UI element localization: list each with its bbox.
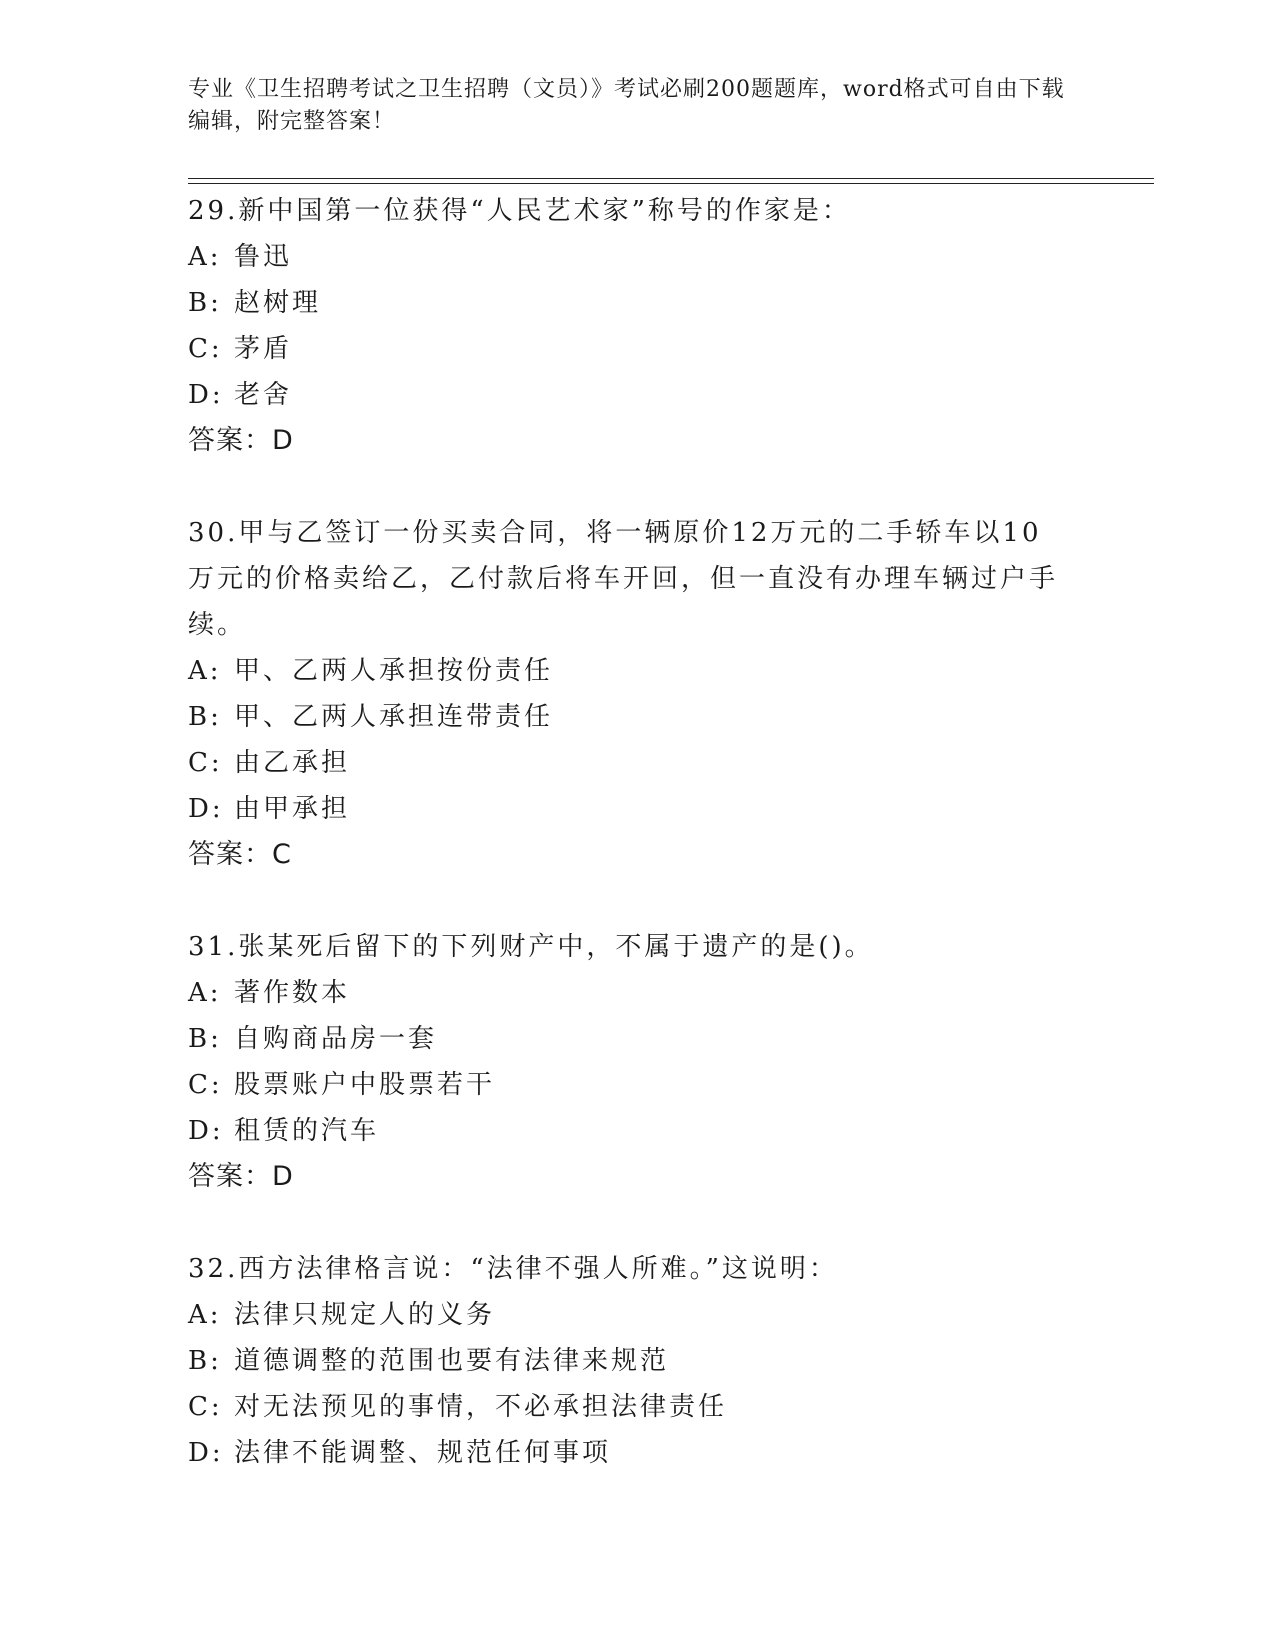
question-29 (188, 188, 1068, 464)
answer-line: 答案：D (188, 1161, 294, 1192)
option-key: C: (188, 1392, 223, 1422)
question-list (188, 188, 1068, 1522)
option-text: 老舍 (234, 380, 293, 410)
question-stem: 29.新中国第一位获得“人民艺术家”称号的作家是： (188, 196, 851, 226)
option-key: B: (188, 1346, 222, 1376)
option-key: A: (188, 978, 222, 1008)
option-key: A: (188, 1300, 222, 1330)
option-a (188, 970, 1068, 1016)
question-30 (188, 510, 1068, 878)
option-d (188, 1108, 1068, 1154)
option-key: A: (188, 242, 222, 272)
option-b (188, 280, 1068, 326)
option-d (188, 372, 1068, 418)
option-text: 甲、乙两人承担按份责任 (234, 656, 554, 686)
option-b (188, 1338, 1068, 1384)
answer-line: 答案：D (188, 425, 294, 456)
answer-line: 答案：C (188, 839, 292, 870)
option-text: 鲁迅 (234, 242, 293, 272)
option-text: 由甲承担 (234, 794, 351, 824)
option-a (188, 234, 1068, 280)
header-divider-bottom (188, 183, 1154, 184)
option-b (188, 1016, 1068, 1062)
option-d (188, 786, 1068, 832)
question-32 (188, 1246, 1068, 1476)
option-key: C: (188, 748, 223, 778)
option-d (188, 1430, 1068, 1476)
option-key: B: (188, 1024, 222, 1054)
option-key: D: (188, 1116, 224, 1146)
option-key: B: (188, 702, 222, 732)
option-a (188, 1292, 1068, 1338)
option-text: 对无法预见的事情，不必承担法律责任 (234, 1392, 728, 1422)
header-divider-top (188, 178, 1154, 179)
option-c (188, 740, 1068, 786)
option-key: A: (188, 656, 222, 686)
option-key: D: (188, 794, 224, 824)
option-text: 法律只规定人的义务 (234, 1300, 496, 1330)
option-text: 茅盾 (234, 334, 293, 364)
option-text: 由乙承担 (234, 748, 351, 778)
document-header: 专业《卫生招聘考试之卫生招聘（文员）》考试必刷200题题库，word格式可自由下载编辑，附完整答案！ (188, 77, 1065, 134)
option-a (188, 648, 1068, 694)
option-text: 自购商品房一套 (234, 1024, 438, 1054)
option-c (188, 1384, 1068, 1430)
option-text: 股票账户中股票若干 (234, 1070, 496, 1100)
question-stem: 31.张某死后留下的下列财产中，不属于遗产的是()。 (188, 932, 874, 962)
option-text: 甲、乙两人承担连带责任 (234, 702, 554, 732)
option-c (188, 1062, 1068, 1108)
option-key: D: (188, 1438, 224, 1468)
option-key: D: (188, 380, 224, 410)
question-31 (188, 924, 1068, 1200)
option-text: 赵树理 (234, 288, 322, 318)
option-text: 租赁的汽车 (234, 1116, 380, 1146)
option-key: C: (188, 334, 223, 364)
option-c (188, 326, 1068, 372)
option-b (188, 694, 1068, 740)
option-text: 道德调整的范围也要有法律来规范 (234, 1346, 670, 1376)
option-text: 法律不能调整、规范任何事项 (234, 1438, 612, 1468)
option-key: B: (188, 288, 222, 318)
question-stem: 32.西方法律格言说：“法律不强人所难。”这说明： (188, 1254, 838, 1284)
question-stem: 30.甲与乙签订一份买卖合同，将一辆原价12万元的二手轿车以10万元的价格卖给乙，乙付款后将车开回，但一直没有办理车辆过户手续。 (188, 518, 1059, 640)
option-key: C: (188, 1070, 223, 1100)
option-text: 著作数本 (234, 978, 351, 1008)
